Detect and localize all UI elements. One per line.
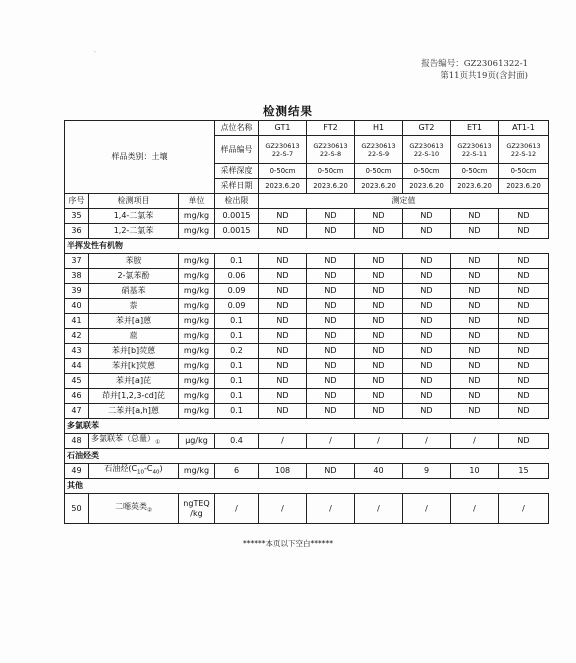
row-value: ND (355, 224, 403, 239)
date-label: 采样日期 (215, 179, 259, 194)
row-value: ND (259, 284, 307, 299)
row-limit: 0.1 (215, 359, 259, 374)
row-value: 108 (259, 464, 307, 479)
row-item: 石油烃$(C_{10}-C_{40})$ (89, 464, 179, 479)
row-value: ND (355, 254, 403, 269)
row-value: ND (451, 269, 499, 284)
row-value: ND (451, 359, 499, 374)
row-value: ND (259, 269, 307, 284)
row-value: 40 (355, 464, 403, 479)
row-item: 䓛 (89, 329, 179, 344)
blank-page-note: ******本页以下空白****** (243, 539, 333, 548)
row-limit: 0.0015 (215, 209, 259, 224)
row-value: ND (307, 209, 355, 224)
row-value: ND (499, 374, 549, 389)
sample-id: GZ230613 22-S-12 (499, 136, 549, 164)
row-value: / (499, 494, 549, 524)
row-no: 41 (65, 314, 89, 329)
row-value: ND (403, 314, 451, 329)
row-unit: mg/kg (179, 209, 215, 224)
row-no: 43 (65, 344, 89, 359)
row-value: ND (451, 374, 499, 389)
date-value: 2023.6.20 (499, 179, 549, 194)
row-value: / (355, 434, 403, 449)
row-value: ND (403, 359, 451, 374)
row-value: ND (451, 389, 499, 404)
table-row (65, 314, 549, 329)
row-value: ND (259, 299, 307, 314)
depth-value: 0-50cm (259, 164, 307, 179)
row-value: ND (307, 254, 355, 269)
row-limit: 0.1 (215, 374, 259, 389)
row-value: ND (259, 389, 307, 404)
row-value: ND (499, 299, 549, 314)
row-unit: μg/kg (179, 434, 215, 449)
row-value: ND (451, 329, 499, 344)
table-row (65, 359, 549, 374)
table-row (65, 284, 549, 299)
row-limit: 0.0015 (215, 224, 259, 239)
scan-speck: , (94, 47, 96, 54)
row-value: ND (499, 389, 549, 404)
row-limit: 6 (215, 464, 259, 479)
row-value: ND (403, 209, 451, 224)
location-label: 点位名称 (215, 121, 259, 136)
row-limit: 0.09 (215, 299, 259, 314)
row-value: / (307, 434, 355, 449)
row-no: 46 (65, 389, 89, 404)
row-value: ND (307, 329, 355, 344)
row-value: ND (307, 359, 355, 374)
section-svoc: 半挥发性有机物 (65, 239, 549, 254)
row-value: ND (307, 269, 355, 284)
date-value: 2023.6.20 (355, 179, 403, 194)
row-unit: mg/kg (179, 269, 215, 284)
row-value: ND (355, 389, 403, 404)
point-name: GT1 (259, 121, 307, 136)
row-value: ND (259, 209, 307, 224)
row-unit: mg/kg (179, 224, 215, 239)
point-name: AT1-1 (499, 121, 549, 136)
row-value: ND (307, 224, 355, 239)
row-item: 二苯并[a,h]蒽 (89, 404, 179, 419)
row-value: ND (403, 284, 451, 299)
row-unit: mg/kg (179, 464, 215, 479)
row-item: 二噁英类② (89, 494, 179, 524)
table-row (65, 224, 549, 239)
date-value: 2023.6.20 (259, 179, 307, 194)
row-unit: mg/kg (179, 329, 215, 344)
row-value: / (259, 494, 307, 524)
depth-label: 采样深度 (215, 164, 259, 179)
report-number: 报告编号：GZ23061322-1 (421, 59, 528, 69)
row-limit: 0.1 (215, 389, 259, 404)
row-value: ND (307, 464, 355, 479)
row-limit: 0.06 (215, 269, 259, 284)
row-value: ND (499, 344, 549, 359)
row-no: 44 (65, 359, 89, 374)
row-limit: 0.1 (215, 404, 259, 419)
row-value: ND (259, 374, 307, 389)
row-unit: mg/kg (179, 404, 215, 419)
row-no: 49 (65, 464, 89, 479)
row-value: 10 (451, 464, 499, 479)
sample-id: GZ230613 22-S-11 (451, 136, 499, 164)
row-unit: mg/kg (179, 284, 215, 299)
sample-id: GZ230613 22-S-8 (307, 136, 355, 164)
row-no: 48 (65, 434, 89, 449)
row-value: ND (355, 374, 403, 389)
table-row (65, 254, 549, 269)
row-limit: 0.1 (215, 254, 259, 269)
sample-id: GZ230613 22-S-7 (259, 136, 307, 164)
sample-type-cell: 样品类别：土壤 (65, 121, 215, 194)
row-no: 40 (65, 299, 89, 314)
row-item: 苯并[a]蒽 (89, 314, 179, 329)
row-unit: mg/kg (179, 389, 215, 404)
row-value: ND (259, 359, 307, 374)
row-unit: ngTEQ /kg (179, 494, 215, 524)
row-value: ND (259, 254, 307, 269)
row-value: ND (259, 314, 307, 329)
row-value: ND (499, 314, 549, 329)
row-unit: mg/kg (179, 314, 215, 329)
row-value: ND (403, 404, 451, 419)
row-value: ND (451, 344, 499, 359)
row-value: ND (355, 284, 403, 299)
row-value: ND (451, 254, 499, 269)
row-value: ND (403, 224, 451, 239)
section-tph: 石油烃类 (65, 449, 549, 464)
sample-id: GZ230613 22-S-10 (403, 136, 451, 164)
row-item: 硝基苯 (89, 284, 179, 299)
table-row (65, 404, 549, 419)
row-value: ND (355, 269, 403, 284)
date-value: 2023.6.20 (451, 179, 499, 194)
row-value: ND (403, 374, 451, 389)
row-item: 苯并[a]芘 (89, 374, 179, 389)
row-no: 38 (65, 269, 89, 284)
row-value: ND (355, 404, 403, 419)
row-value: / (451, 434, 499, 449)
row-value: ND (499, 284, 549, 299)
page-title: 检测结果 (263, 104, 313, 118)
row-no: 47 (65, 404, 89, 419)
row-no: 36 (65, 224, 89, 239)
table-row (65, 209, 549, 224)
row-no: 50 (65, 494, 89, 524)
table-row (65, 494, 549, 524)
row-value: ND (451, 224, 499, 239)
row-value: ND (499, 329, 549, 344)
row-unit: mg/kg (179, 344, 215, 359)
row-value: ND (307, 404, 355, 419)
row-no: 37 (65, 254, 89, 269)
row-value: ND (355, 359, 403, 374)
table-row (65, 389, 549, 404)
column-header-row (65, 194, 549, 209)
section-other: 其他 (65, 479, 549, 494)
results-table (64, 120, 549, 524)
sample-id: GZ230613 22-S-9 (355, 136, 403, 164)
sample-no-label: 样品编号 (215, 136, 259, 164)
row-value: ND (403, 329, 451, 344)
row-value: ND (451, 314, 499, 329)
col-unit: 单位 (179, 194, 215, 209)
row-value: ND (307, 299, 355, 314)
row-item: 苯并[k]荧蒽 (89, 359, 179, 374)
section-pcb: 多氯联苯 (65, 419, 549, 434)
row-value: ND (355, 314, 403, 329)
table-row (65, 269, 549, 284)
row-value: ND (499, 224, 549, 239)
row-value: ND (355, 344, 403, 359)
point-name: GT2 (403, 121, 451, 136)
depth-value: 0-50cm (307, 164, 355, 179)
point-name: ET1 (451, 121, 499, 136)
row-value: / (259, 434, 307, 449)
row-unit: mg/kg (179, 299, 215, 314)
row-limit: / (215, 494, 259, 524)
row-value: ND (499, 269, 549, 284)
row-value: ND (451, 209, 499, 224)
row-item: 2-氯苯酚 (89, 269, 179, 284)
row-no: 45 (65, 374, 89, 389)
col-item: 检测项目 (89, 194, 179, 209)
row-value: ND (499, 359, 549, 374)
point-name: FT2 (307, 121, 355, 136)
row-value: ND (403, 299, 451, 314)
col-values: 测定值 (259, 194, 549, 209)
row-item: 萘 (89, 299, 179, 314)
row-item: 苯并[b]荧蒽 (89, 344, 179, 359)
row-value: ND (259, 404, 307, 419)
row-value: ND (259, 344, 307, 359)
depth-value: 0-50cm (499, 164, 549, 179)
row-value: ND (451, 299, 499, 314)
row-value: ND (499, 434, 549, 449)
row-value: ND (403, 254, 451, 269)
row-value: ND (403, 389, 451, 404)
table-row (65, 329, 549, 344)
row-value: / (403, 494, 451, 524)
row-unit: mg/kg (179, 374, 215, 389)
row-limit: 0.1 (215, 329, 259, 344)
row-value: ND (403, 344, 451, 359)
row-item: 苯胺 (89, 254, 179, 269)
row-value: ND (403, 269, 451, 284)
row-value: 15 (499, 464, 549, 479)
row-value: ND (499, 404, 549, 419)
row-value: ND (259, 329, 307, 344)
row-value: ND (499, 209, 549, 224)
row-value: ND (499, 254, 549, 269)
row-no: 35 (65, 209, 89, 224)
row-value: ND (451, 404, 499, 419)
row-value: ND (355, 299, 403, 314)
row-limit: 0.1 (215, 314, 259, 329)
table-row (65, 374, 549, 389)
table-row (65, 299, 549, 314)
point-name: H1 (355, 121, 403, 136)
page-info: 第11页共19页(含封面) (440, 71, 528, 81)
row-value: ND (307, 284, 355, 299)
date-value: 2023.6.20 (403, 179, 451, 194)
row-unit: mg/kg (179, 254, 215, 269)
row-item: 1,2-二氯苯 (89, 224, 179, 239)
row-no: 39 (65, 284, 89, 299)
row-value: ND (307, 344, 355, 359)
row-item: 茚并[1,2,3-cd]芘 (89, 389, 179, 404)
row-no: 42 (65, 329, 89, 344)
row-value: ND (259, 224, 307, 239)
row-value: / (355, 494, 403, 524)
row-value: ND (355, 209, 403, 224)
table-row (65, 434, 549, 449)
row-value: ND (307, 314, 355, 329)
row-value: ND (355, 329, 403, 344)
row-value: / (403, 434, 451, 449)
row-value: ND (307, 389, 355, 404)
depth-value: 0-50cm (355, 164, 403, 179)
row-item: 多氯联苯（总量）① (89, 434, 179, 449)
table-row (65, 464, 549, 479)
depth-value: 0-50cm (403, 164, 451, 179)
row-value: ND (307, 374, 355, 389)
row-limit: 0.4 (215, 434, 259, 449)
row-value: ND (451, 284, 499, 299)
table-row (65, 344, 549, 359)
row-limit: 0.2 (215, 344, 259, 359)
row-unit: mg/kg (179, 359, 215, 374)
row-value: 9 (403, 464, 451, 479)
col-no: 序号 (65, 194, 89, 209)
row-value: / (451, 494, 499, 524)
row-limit: 0.09 (215, 284, 259, 299)
row-item: 1,4-二氯苯 (89, 209, 179, 224)
depth-value: 0-50cm (451, 164, 499, 179)
row-value: / (307, 494, 355, 524)
col-limit: 检出限 (215, 194, 259, 209)
date-value: 2023.6.20 (307, 179, 355, 194)
